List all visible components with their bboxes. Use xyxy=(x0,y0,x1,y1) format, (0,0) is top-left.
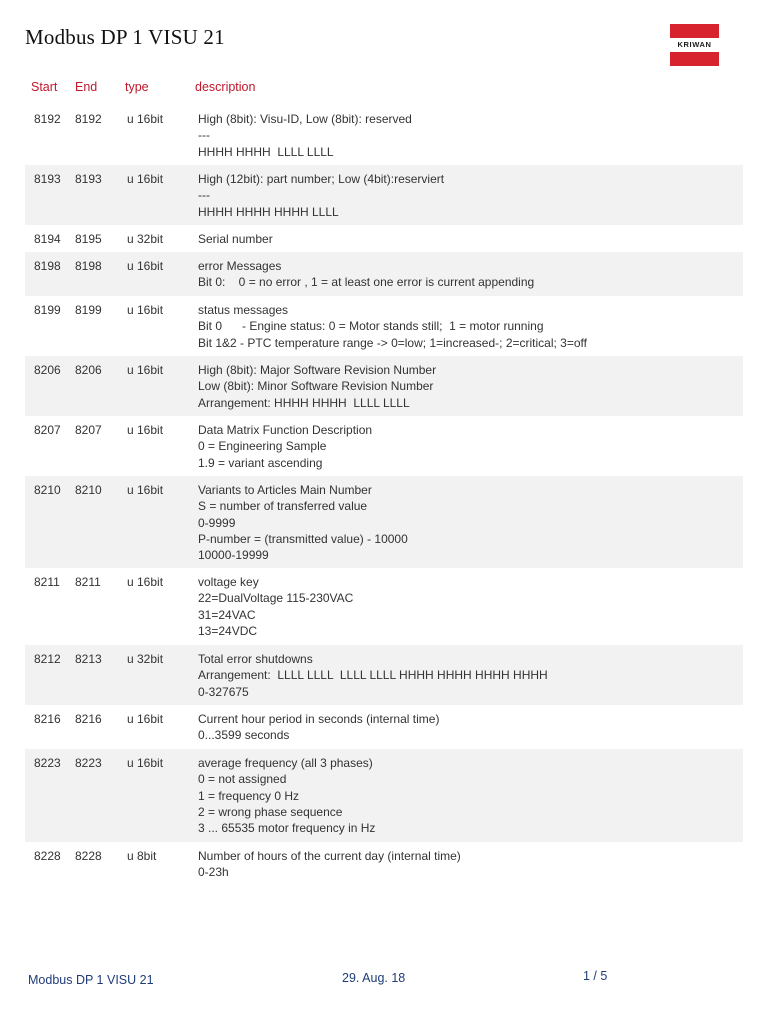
register-start: 8206 xyxy=(34,363,61,377)
description-line: 0 = not assigned xyxy=(198,772,287,787)
description-line: Data Matrix Function Description xyxy=(198,423,373,437)
register-type: u 16bit xyxy=(127,259,164,273)
register-start: 8216 xyxy=(34,712,61,726)
register-start: 8228 xyxy=(34,849,61,863)
description-line: 31=24VAC xyxy=(198,607,256,622)
register-description xyxy=(198,231,273,247)
register-end: 8223 xyxy=(75,756,102,770)
register-end: 8198 xyxy=(75,259,102,273)
column-header-end: End xyxy=(75,80,98,94)
register-type: u 8bit xyxy=(127,849,157,863)
register-start: 8223 xyxy=(34,756,61,770)
description-line: Variants to Articles Main Number xyxy=(198,483,372,497)
register-start: 8198 xyxy=(34,259,61,273)
register-type: u 16bit xyxy=(127,756,164,770)
register-description xyxy=(198,574,353,639)
register-description xyxy=(198,482,408,563)
description-line: Current hour period in seconds (internal time) xyxy=(198,712,440,726)
register-type: u 16bit xyxy=(127,712,164,726)
register-description xyxy=(198,171,444,220)
register-end: 8216 xyxy=(75,712,102,726)
table-row xyxy=(25,356,743,416)
description-line: 13=24VDC xyxy=(198,623,258,638)
description-line: status messages xyxy=(198,303,289,317)
description-line: 0-23h xyxy=(198,865,229,880)
register-description xyxy=(198,711,439,744)
register-start: 8211 xyxy=(34,575,60,589)
register-start: 8207 xyxy=(34,423,61,437)
table-row xyxy=(25,476,743,568)
column-header-type: type xyxy=(125,80,149,94)
description-line: High (12bit): part number; Low (4bit):reserviert xyxy=(198,172,445,186)
logo-bar-top xyxy=(670,24,719,38)
description-line: Low (8bit): Minor Software Revision Number xyxy=(198,379,434,394)
register-start: 8210 xyxy=(34,483,61,497)
register-type: u 16bit xyxy=(127,575,164,589)
table-row xyxy=(25,568,743,645)
description-line: --- xyxy=(198,188,210,203)
register-end: 8213 xyxy=(75,652,102,666)
table-row xyxy=(25,416,743,476)
register-description xyxy=(198,258,534,291)
table-row xyxy=(25,105,743,163)
logo-text: KRIWAN xyxy=(677,40,712,49)
description-line: 1 = frequency 0 Hz xyxy=(198,788,300,803)
logo-bar-bottom xyxy=(670,52,719,66)
description-line: 10000-19999 xyxy=(198,548,269,563)
register-end: 8207 xyxy=(75,423,102,437)
register-type: u 16bit xyxy=(127,112,164,126)
register-end: 8211 xyxy=(75,575,101,589)
register-start: 8193 xyxy=(34,172,61,186)
description-line: error Messages xyxy=(198,259,282,273)
description-line: 1.9 = variant ascending xyxy=(198,455,323,470)
table-row xyxy=(25,165,743,225)
register-start: 8194 xyxy=(34,232,61,246)
table-row xyxy=(25,296,743,356)
register-type: u 16bit xyxy=(127,172,164,186)
page-title: Modbus DP 1 VISU 21 xyxy=(25,25,225,49)
description-line: HHHH HHHH HHHH LLLL xyxy=(198,204,339,219)
register-start: 8212 xyxy=(34,652,61,666)
description-line: Total error shutdowns xyxy=(198,652,313,666)
description-line: Bit 1&2 - PTC temperature range -> 0=low; 1=increased-; 2=critical; 3=off xyxy=(198,335,587,350)
table-row xyxy=(25,705,743,749)
register-type: u 32bit xyxy=(127,232,164,246)
description-line: 0-327675 xyxy=(198,684,249,699)
table-row xyxy=(25,252,743,296)
register-end: 8193 xyxy=(75,172,102,186)
register-description xyxy=(198,651,548,700)
register-description xyxy=(198,302,587,351)
description-line: 0...3599 seconds xyxy=(198,728,290,743)
register-type: u 16bit xyxy=(127,303,164,317)
description-line: HHHH HHHH LLLL LLLL xyxy=(198,144,334,159)
register-end: 8199 xyxy=(75,303,102,317)
table-row xyxy=(25,842,743,882)
description-line: S = number of transferred value xyxy=(198,499,368,514)
register-type: u 16bit xyxy=(127,363,164,377)
register-description xyxy=(198,111,412,160)
column-header-start: Start xyxy=(31,80,58,94)
footer-date: 29. Aug. 18 xyxy=(342,971,406,985)
kriwan-logo xyxy=(670,24,719,66)
description-line: voltage key xyxy=(198,575,259,589)
register-type: u 16bit xyxy=(127,483,164,497)
register-end: 8210 xyxy=(75,483,102,497)
description-line: Arrangement: HHHH HHHH LLLL LLLL xyxy=(198,395,410,410)
description-line: 2 = wrong phase sequence xyxy=(198,804,343,819)
register-description xyxy=(198,422,372,471)
description-line: High (8bit): Major Software Revision Number xyxy=(198,363,437,377)
description-line: 22=DualVoltage 115-230VAC xyxy=(198,591,354,606)
register-type: u 16bit xyxy=(127,423,164,437)
register-description xyxy=(198,362,436,411)
register-start: 8199 xyxy=(34,303,61,317)
register-description xyxy=(198,755,375,836)
column-header-description: description xyxy=(195,80,256,94)
register-end: 8192 xyxy=(75,112,102,126)
register-end: 8206 xyxy=(75,363,102,377)
table-row xyxy=(25,749,743,842)
footer-document-name: Modbus DP 1 VISU 21 xyxy=(28,973,154,987)
description-line: High (8bit): Visu-ID, Low (8bit): reserved xyxy=(198,112,412,126)
table-header xyxy=(0,80,768,96)
register-start: 8192 xyxy=(34,112,61,126)
description-line: Serial number xyxy=(198,232,273,246)
register-end: 8228 xyxy=(75,849,102,863)
description-line: average frequency (all 3 phases) xyxy=(198,756,373,770)
footer-page-number: 1 / 5 xyxy=(583,969,608,983)
table-row xyxy=(25,645,743,705)
description-line: --- xyxy=(198,128,210,143)
description-line: 0 = Engineering Sample xyxy=(198,439,327,454)
description-line: Arrangement: LLLL LLLL LLLL LLLL HHHH HHHH HHHH HHHH xyxy=(198,668,548,683)
description-line: P-number = (transmitted value) - 10000 xyxy=(198,531,408,546)
register-type: u 32bit xyxy=(127,652,164,666)
description-line: 0-9999 xyxy=(198,515,236,530)
table-row xyxy=(25,225,743,251)
description-line: Bit 0: 0 = no error , 1 = at least one error is current appending xyxy=(198,275,535,290)
register-end: 8195 xyxy=(75,232,102,246)
description-line: 3 ... 65535 motor frequency in Hz xyxy=(198,821,376,836)
description-line: Bit 0 - Engine status: 0 = Motor stands still; 1 = motor running xyxy=(198,319,544,334)
description-line: Number of hours of the current day (internal time) xyxy=(198,849,461,863)
register-description xyxy=(198,848,461,881)
